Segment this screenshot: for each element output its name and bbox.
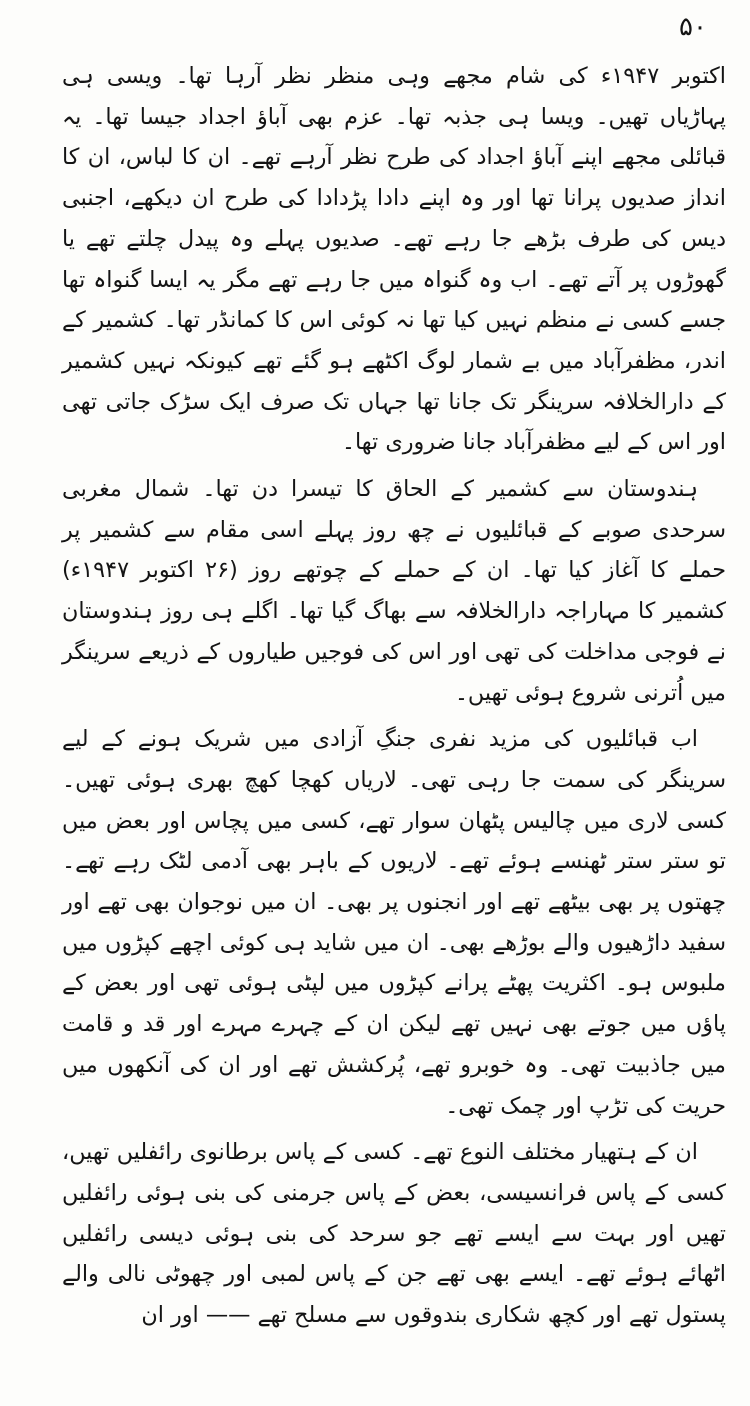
paragraph-2: ہندوستان سے کشمیر کے الحاق کا تیسرا دن تھا۔ شمال مغربی سرحدی صوبے کے قبائلیوں نے چھ روز پہلے اسی مقام سے کشمیر پر حملے کا آغاز کیا تھا۔ ان کے حملے کے چوتھے روز (۲۶ اکتوبر ۱۹۴۷ء) کشمیر کا مہاراجہ دارالخلافہ سے بھاگ گیا تھا۔ اگلے ہی روز ہندوستان نے فوجی مداخلت کی تھی اور اس کی فوجیں طیاروں کے ذریعے سرینگر میں اُترنی شروع ہوئی تھیں۔ <box>62 476 726 706</box>
paragraph-3: اب قبائلیوں کی مزید نفری جنگِ آزادی میں شریک ہونے کے لیے سرینگر کی سمت جا رہی تھی۔ لاریاں کھچا کھچ بھری ہوئی تھیں۔ کسی لاری میں چالیس پٹھان سوار تھے، کسی میں پچاس اور بعض میں تو ستر ستر ٹھنسے ہوئے تھے۔ لاریوں کے باہر بھی آدمی لٹک رہے تھے۔ چھتوں پر بھی بیٹھے تھے اور انجنوں پر بھی۔ ان میں نوجوان بھی تھے اور سفید داڑھیوں والے بوڑھے بھی۔ ان میں شاید ہی کوئی اچھے کپڑوں میں ملبوس ہو۔ اکثریت پھٹے پرانے کپڑوں میں لپٹی ہوئی تھی اور بعض کے پاؤں میں جوتے بھی نہیں تھے لیکن ان کے چہرے مہرے اور قد و قامت میں جاذبیت تھی۔ وہ خوبرو تھے، پُرکشش تھے اور ان کی آنکھوں میں حریت کی تڑپ اور چمک تھی۔ <box>62 726 726 1119</box>
page-number: ۵۰ <box>679 12 707 42</box>
paragraph-1: اکتوبر ۱۹۴۷ء کی شام مجھے وہی منظر نظر آرہا تھا۔ ویسی ہی پہاڑیاں تھیں۔ ویسا ہی جذبہ تھا۔ عزم بھی آباؤ اجداد جیسا تھا۔ یہ قبائلی مجھے اپنے آباؤ اجداد کی طرح نظر آرہے تھے۔ ان کا لباس، ان کا انداز صدیوں پرانا تھا اور وہ اپنے دادا پڑدادا کی طرح ان دیکھے، اجنبی دیس کی طرف بڑھے جا رہے تھے۔ صدیوں پہلے وہ پیدل چلتے تھے یا گھوڑوں پر آتے تھے۔ اب وہ گنواہ میں جا رہے تھے مگر یہ ایسا گنواہ تھا جسے کسی نے منظم نہیں کیا تھا نہ کوئی اس کا کمانڈر تھا۔ کشمیر کے اندر، مظفرآباد میں بے شمار لوگ اکٹھے ہو گئے تھے کیونکہ نہیں کشمیر کے دارالخلافہ سرینگر تک جانا تھا جہاں تک صرف ایک سڑک جاتی تھی اور اس کے لیے مظفرآباد جانا ضروری تھا۔ <box>62 63 726 456</box>
page-body-text <box>62 56 726 1342</box>
paragraph-4: ان کے ہتھیار مختلف النوع تھے۔ کسی کے پاس برطانوی رائفلیں تھیں، کسی کے پاس فرانسیسی، بعض کے پاس جرمنی کی بنی ہوئی رائفلیں تھیں اور بہت سے ایسے تھے جو سرحد کی بنی ہوئی دیسی رائفلیں اٹھائے ہوئے تھے۔ ایسے بھی تھے جن کے پاس لمبی اور چھوٹی نالی والے پستول تھے اور کچھ شکاری بندوقوں سے مسلح تھے —— اور ان <box>62 1139 726 1329</box>
